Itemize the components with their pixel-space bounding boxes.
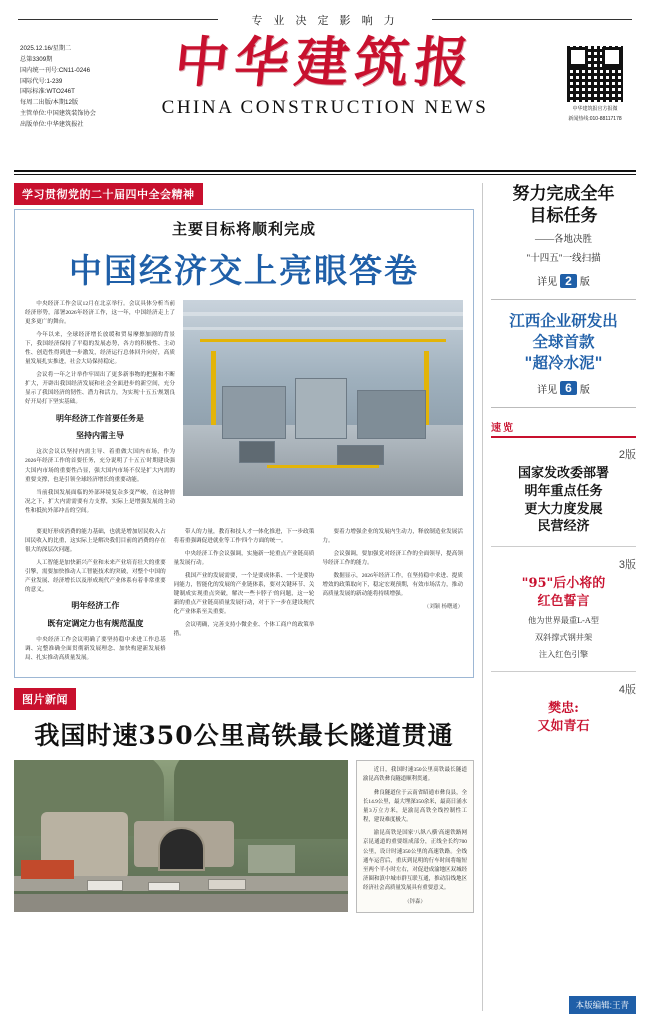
- brief-title-line2: 明年重点任务: [524, 483, 603, 499]
- brief-sub-line3: 注入红色引擎: [538, 649, 589, 659]
- brief-sub-line1: 他为世界最重L-A型: [528, 616, 599, 626]
- main-column: [14, 183, 482, 1011]
- pubinfo-line-5: 每周二出版/本期12版: [20, 99, 79, 107]
- logo-chinese: 中华建筑报: [171, 30, 479, 94]
- logo-english: CHINA CONSTRUCTION NEWS: [161, 96, 489, 118]
- brief-page-number: 2版: [618, 448, 636, 461]
- right-divider-2: [491, 407, 636, 408]
- lead-lower-columns: [25, 528, 463, 667]
- brief-rule-2: [491, 671, 636, 672]
- brief-page-number: 4版: [618, 684, 636, 697]
- masthead-slogan: 专 业 决 定 影 响 力: [251, 15, 399, 27]
- more-page-unit: 版: [579, 384, 590, 396]
- brief-title-line1: 国家发改委部署: [517, 465, 609, 481]
- pubinfo-line-7: 出版单位:中华建筑报社: [20, 120, 84, 128]
- right-subhead-line2: "十四五"一线扫描: [526, 254, 601, 265]
- slogan-rule-left: [18, 19, 218, 20]
- brief-title-line3: 更大力度发展: [524, 501, 603, 517]
- lead-para: 我国产业的发展需要，一个是要成体系、一个是要协同能力，智能化的发展的产业链体系，要对关键环节、关键制成实现重点突破，解决一些卡脖子'的问题，这一轮新的重点产业链高质量发展行动，对于下一步在建设现代化产业体系至关重要。: [173, 572, 315, 616]
- brief-title-line1: 樊忠:: [548, 701, 579, 717]
- pubinfo-line-1: 总第3309期: [20, 55, 53, 63]
- more-label: 详见: [537, 384, 558, 396]
- photo-news-signature: （锌森）: [404, 898, 426, 905]
- photo-news-tag: 图片新闻: [14, 688, 76, 710]
- brief-item-2[interactable]: [491, 556, 636, 661]
- lead-para: 会议强调，要加强党对经济工作的全面领导，提高领导经济工作的能力。: [322, 550, 464, 566]
- brief-item-3[interactable]: [491, 681, 636, 736]
- lead-subhead-1: 明年经济工作首要任务是: [56, 413, 144, 423]
- slogan-rule-right: [432, 19, 632, 20]
- photo-news-image-tunnel: [14, 760, 348, 912]
- page-body: [14, 183, 636, 1011]
- quick-browse-label: 速览: [491, 419, 636, 438]
- brief-title-line2: 红色誓言: [537, 594, 590, 610]
- lead-para: 会议明确，完善支持小微企业、个体工商户的政策举措。: [173, 622, 315, 638]
- qr-caption-line1: 中华建筑报官方报微: [572, 106, 618, 112]
- photo-news-tag-row: [14, 688, 474, 710]
- right-second-line2: 全球首款: [532, 332, 595, 352]
- lead-para: 数据显示，2026年经济工作，在坚持稳中求进、提质增效的政策取向下，稳定宏观预期，有效市场活力，推动高质量发展的新动能将持续增强。: [322, 572, 464, 598]
- pubinfo-line-6: 主管单位:中国建筑装饰协会: [20, 110, 96, 118]
- lead-para: 这次会议以坚持内需主导、着重做大国内市场，作为2026年经济工作的首要任务，充分说明了十五五'时期建设强大国内市场的重要性凸显，强大国内市场不仅是扩大内需的重要支撑，也是引领全球经济增长的重要动能。: [25, 449, 175, 483]
- lead-signature: （刘颖 杨曙通）: [423, 604, 464, 611]
- photo-news-headline: 我国时速350公里高铁最长隧道贯通: [34, 721, 454, 751]
- brief-title-line2: 又如青石: [537, 719, 590, 735]
- caption-para: 渝昆高铁是国家'八纵八横'高速铁路网京昆通道的重要组成部分，正线全长约700公里，设计时速350公里的高速铁路。全线通车运营后，重庆到昆明的行车时间将缩短至两个半小时左右，对促进成渝地区双城经济圈和滇中城市群互联互通，推动沿线地区经济社会高质量发展具有重要意义。: [363, 830, 467, 892]
- right-headline-line1: 努力完成全年: [512, 184, 615, 204]
- brief-page-number: 3版: [618, 559, 636, 572]
- caption-para: 彝良隧道位于云南省昭通市彝良县，全长14.9公里，最大埋深350余米，最高日涌水量3万立方米，是渝昆高铁全线控制性工程，建设难度极大。: [363, 789, 467, 824]
- lead-para: 今年以来，全球经济增长放缓和贸易摩擦加剧的背景下，我国经济保持了平稳的发展态势，各方的积极性、主动性、创造性得到进一步激发，经济运行总体回升向好，高质量发展扎实推进，社会大局保持稳定。: [25, 332, 175, 366]
- lead-para: 当前我国发展面临的外部环境复杂多变严峻，在这种情况之下，扩大内需需要有力支撑，实际上是增强发展的主动性和抵抗外部冲击的空间。: [25, 489, 175, 514]
- lead-para: 带人的力量，教育和技人才一体化推进，下一步政策将着重强调促进就业等工作'四个方面的统一。: [173, 528, 315, 544]
- right-second-more-link[interactable]: [491, 381, 636, 396]
- masthead-divider: [14, 170, 636, 175]
- right-top-story[interactable]: [491, 183, 636, 288]
- lead-headline: 中国经济交上亮眼答卷: [69, 251, 419, 290]
- brief-rule-1: [491, 546, 636, 547]
- more-page-number: 6: [560, 381, 577, 395]
- right-second-line1: 江西企业研发出: [509, 311, 618, 331]
- lead-text-column-1: [25, 300, 175, 520]
- lead-para: 要更好形成消费的能力基础，也就是增加居民收入占国民收入的比重，这实际上是解决我们目前的消费的存在很大的深层次问题。: [25, 528, 166, 553]
- lead-subhead-2: 明年经济工作: [71, 601, 120, 611]
- right-second-story[interactable]: [491, 311, 636, 395]
- lead-text-column-3: [174, 528, 315, 667]
- lead-para: 人工智能是加快新兴产业和未来产业培育壮大的重要引擎，需要加快推动人工智能技术的突破，对整个中国的产业发展、经济增长以及形成现代产业体系有着非常重要的意义。: [25, 559, 166, 594]
- right-headline-line2: 目标任务: [529, 206, 598, 227]
- masthead-logo: [14, 30, 636, 119]
- lead-tag-row: [14, 183, 474, 205]
- photo-news-caption: [356, 760, 474, 913]
- lead-kicker: 主要目标将顺利完成: [171, 222, 316, 238]
- pubinfo-line-4: 国际标准:WTO246T: [20, 88, 75, 96]
- lead-photo-factory: [183, 300, 463, 496]
- lead-para: 要着力增强企业的发展内生动力，释放制造业发展活力。: [322, 528, 464, 544]
- right-subhead-line1: ——各地决胜: [534, 234, 592, 245]
- photo-news-body: [14, 760, 474, 913]
- right-divider-1: [491, 299, 636, 300]
- lead-subhead-2b: 既有定调定力也有规范温度: [47, 619, 144, 629]
- editor-badge: 本版编辑:王青: [569, 996, 636, 1014]
- brief-title-line4: 民营经济: [537, 519, 590, 535]
- more-label: 详见: [537, 277, 558, 289]
- lead-subhead-1b: 坚持内需主导: [76, 431, 124, 441]
- right-more-link[interactable]: [491, 273, 636, 288]
- lead-section-tag: 学习贯彻党的二十届四中全会精神: [14, 183, 203, 205]
- masthead: [14, 0, 636, 168]
- brief-title-line1: "95"后小将的: [521, 576, 606, 592]
- lead-para: 中央经济工作会议12月在北京举行。会议具体分析当前经济形势，部署2026年经济工作，这一年，中国经济走上了更多更广的舞台。: [25, 301, 175, 326]
- lead-para: 中央经济工作会议强调，实施新一轮重点产业链高质量发展行动。: [173, 550, 315, 566]
- brief-sub-line2: 双斜撑式钢井架: [534, 633, 593, 642]
- right-column: [482, 183, 636, 1011]
- lead-text-column-2: [25, 528, 166, 667]
- lead-para: 中央经济工作会议明确了要坚持稳中求进工作总基调、完整准确全面贯彻新发展理念、加快构建新发展格局、扎实推动高质量发展。: [25, 636, 166, 662]
- lead-inner: [25, 300, 463, 520]
- lead-text-column-4: [322, 528, 463, 667]
- lead-para: 会议将一年之计举作牢固出了更多新事物的把握和不断扩大，开辟出我国经济发展和社会全面进步的新空间，充分显示了我国经济的韧性、潜力和活力，为实现'十五五'规划良好开局打下坚实基础。: [25, 372, 175, 406]
- right-second-line3: "超冷水泥": [524, 352, 603, 372]
- pubinfo-line-2: 国内统一刊号:CN11-0246: [20, 66, 91, 74]
- pubinfo-line-0: 2025.12.16/星期二: [20, 45, 72, 52]
- lead-article: [14, 209, 474, 678]
- brief-item-1[interactable]: [491, 446, 636, 537]
- qr-caption-line2: 新闻热线:010-88117178: [568, 115, 622, 122]
- caption-para: 近日，我国时速350公里高铁最长隧道渝昆高铁彝良隧道顺利贯通。: [363, 767, 467, 783]
- pubinfo-line-3: 国际代号:1-239: [20, 77, 63, 85]
- photo-news-section: [14, 688, 474, 913]
- qr-code-icon[interactable]: [565, 44, 625, 104]
- more-page-number: 2: [560, 274, 577, 288]
- qr-block: [558, 44, 632, 123]
- more-page-unit: 版: [579, 277, 590, 289]
